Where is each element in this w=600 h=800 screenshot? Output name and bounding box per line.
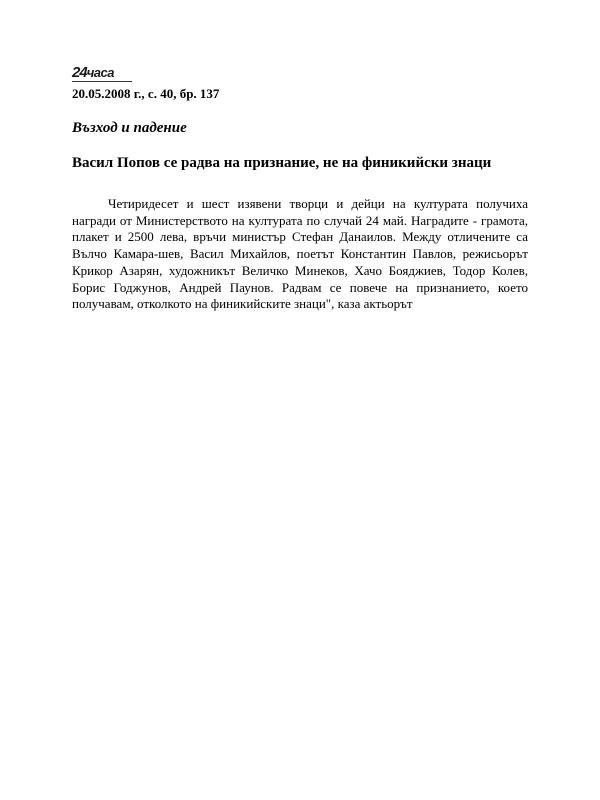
publication-logo xyxy=(72,66,132,80)
article-headline: Васил Попов се радва на признание, не на финикийски знаци xyxy=(72,155,492,171)
logo-number: 24 xyxy=(72,64,87,81)
logo-word: часа xyxy=(86,65,114,80)
article-body: Четиридесет и шест изявени творци и дейци на културата получиха награди от Министерството на културата по случай 24 май. Наградите - грамота, плакет и 2500 лева, връчи министър Стефан Данаилов. Между отличените са Вълчо Камара-шев, Васил Михайлов, поетът Константин Павлов, режисьорът Крикор Азарян, художникът Величко Минеков, Хачо Бояджиев, Тодор Колев, Борис Годжунов, Андрей Паунов. Радвам се повече на признанието, което получавам, отколкото на финикийските знаци", каза актьорът xyxy=(72,196,528,312)
logo-underline xyxy=(72,81,132,82)
document-page xyxy=(72,64,528,313)
issue-info: 20.05.2008 г., с. 40, бр. 137 xyxy=(72,86,220,101)
section-title: Възход и падение xyxy=(72,120,187,136)
